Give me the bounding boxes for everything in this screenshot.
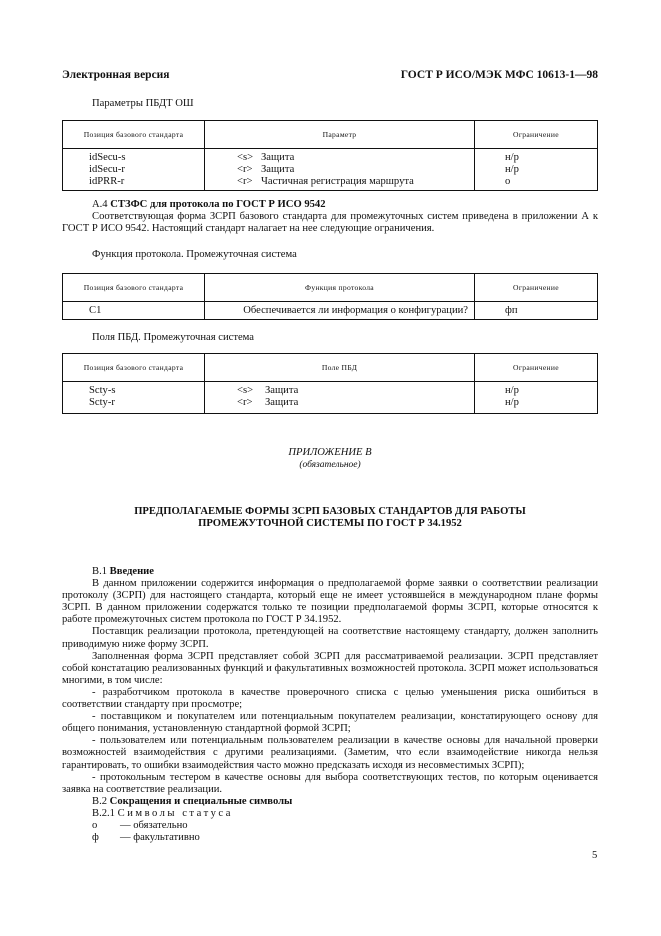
header-left: Электронная версия — [62, 69, 170, 81]
table-row: idSecu-s idSecu-r idPRR-r <s> Защита <r> Защита <r> Частичная регистрация маршрута н/р н/р о — [63, 149, 598, 191]
appendix-subtitle: (обязательное) — [299, 460, 361, 470]
table-parameters — [62, 120, 598, 191]
section-b1: В.1 Введение В данном приложении содержится информация о предполагаемой форме заявки о соответствии реализации протоколу (ЗСРП) для настоящего стандарта, который еще не имеет устоявшейся в международном плане формы ЗСРП. В данном приложении содержатся только те позиции предполагаемой формы ЗСРП, которые относятся к работе промежуточных систем протокола по ГОСТ Р 34.1952. Поставщик реализации протокола, претендующей на соответствие настоящему стандарту, должен заполнить приводимую ниже форму ЗСРП. Заполненная форма ЗСРП представляет собой ЗСРП для рассматриваемой реализации. ЗСРП представляет собой констатацию реализованных функций и факультативных возможностей протокола. ЗСРП может использоваться многими, в том числе: - разработчиком протокола в качестве проверочного списка с целью уменьшения риска ошибиться в соответствии стандарту при просмотре; - поставщиком и покупателем или потенциальным покупателем реализации, констатирующего основу для общего понимания, установленную стандартной формой ЗСРП; - пользователем или потенциальным пользователем реализации в качестве основы для начальной проверки возможностей взаимодействия с другими реализациями. (Заметим, что если взаимодействие никогда нельзя гарантировать, то ошибки взаимодействия часто можно предсказать исходя из несовместимых ЗСРП); - протокольным тестером в качестве основы для выбора соответствующих тестов, по которым оценивается заявка на соответствие реализации. В.2 Сокращения и специальные символы В.2.1 Символы статуса о — обязательно ф — факультативно — [62, 566, 598, 844]
table-protocol-function — [62, 273, 598, 320]
col-header: Параметр — [205, 121, 475, 149]
appendix-heading: ПРЕДПОЛАГАЕМЫЕ ФОРМЫ ЗСРП БАЗОВЫХ СТАНДАРТОВ ДЛЯ РАБОТЫ ПРОМЕЖУТОЧНОЙ СИСТЕМЫ ПО ГОСТ Р 34.1952 — [134, 506, 526, 529]
section-a4: А.4 СТЗФС для протокола по ГОСТ Р ИСО 9542 Соответствующая форма ЗСРП базового стандарта для промежуточных систем приведена в приложении А к ГОСТ Р ИСО 9542. Настоящий стандарт налагает на нее следующие ограничения. — [62, 199, 598, 234]
table2-caption: Функция протокола. Промежуточная система — [92, 249, 297, 260]
table-pdu-fields — [62, 353, 598, 414]
table3-caption: Поля ПБД. Промежуточная система — [92, 332, 255, 343]
col-header: Ограничение — [475, 274, 598, 302]
col-header: Позиция базового стандарта — [63, 354, 205, 382]
col-header: Ограничение — [475, 121, 598, 149]
table-row: С1 Обеспечивается ли информация о конфигурации? фп — [63, 302, 598, 320]
header-right: ГОСТ Р ИСО/МЭК МФС 10613-1—98 — [400, 69, 598, 81]
col-header: Поле ПБД — [205, 354, 475, 382]
col-header: Ограничение — [475, 354, 598, 382]
page-number: 5 — [592, 850, 598, 861]
table1-caption: Параметры ПБДТ ОШ — [92, 98, 194, 109]
col-header: Позиция базового стандарта — [63, 121, 205, 149]
appendix-title: ПРИЛОЖЕНИЕ В — [288, 447, 372, 458]
col-header: Функция протокола — [205, 274, 475, 302]
col-header: Позиция базового стандарта — [63, 274, 205, 302]
table-row: Scty-s Scty-r <s> Защита <r> Защита н/р н/р — [63, 382, 598, 414]
